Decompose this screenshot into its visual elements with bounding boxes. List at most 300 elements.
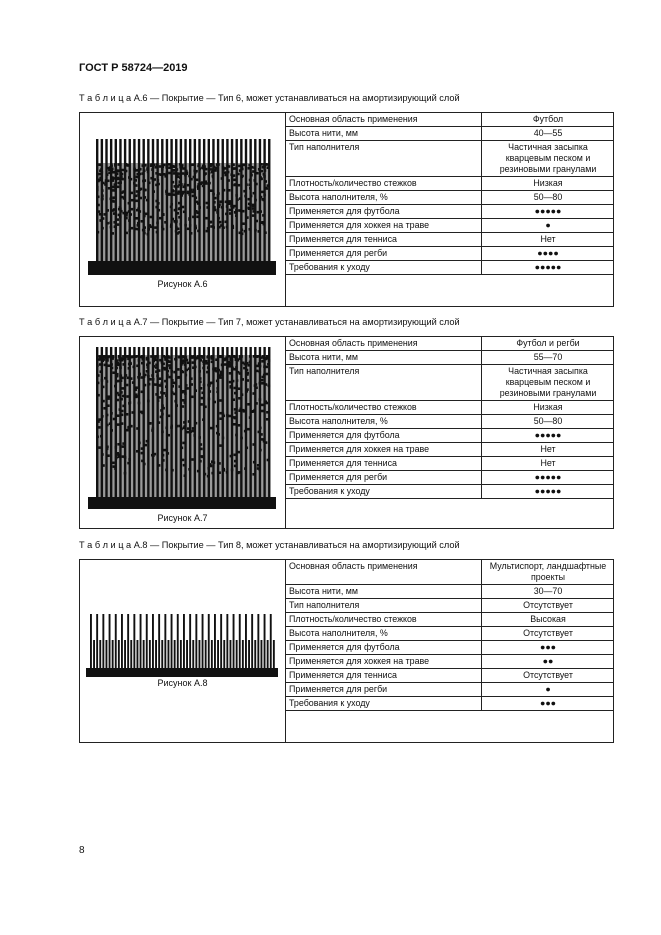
row-value: Отсутствует	[482, 669, 615, 683]
infill-granule	[136, 190, 139, 193]
table-row	[285, 261, 614, 275]
infill-granule	[119, 375, 122, 378]
infill-granule	[165, 174, 168, 177]
table-row	[285, 599, 614, 613]
infill-granule	[254, 179, 257, 182]
infill-granule	[162, 363, 165, 366]
infill-granule	[222, 437, 225, 440]
table-row	[285, 655, 614, 669]
infill-granule	[249, 187, 252, 190]
infill-granule	[224, 221, 227, 224]
infill-granule	[117, 443, 120, 446]
infill-granule	[159, 217, 162, 220]
table-a8	[79, 559, 614, 743]
infill-granule	[175, 163, 178, 166]
infill-granule	[158, 464, 161, 467]
turf-fiber	[254, 640, 256, 668]
infill-granule	[183, 464, 186, 467]
infill-granule	[166, 374, 169, 377]
infill-granule	[261, 410, 264, 413]
infill-granule	[234, 465, 237, 468]
infill-granule	[168, 376, 171, 379]
infill-granule	[123, 355, 126, 358]
infill-granule	[177, 368, 180, 371]
infill-granule	[184, 392, 187, 395]
infill-granule	[226, 226, 229, 229]
infill-granule	[97, 196, 100, 199]
infill-granule	[192, 216, 195, 219]
infill-granule	[183, 211, 186, 214]
row-label: Применяется для тенниса	[285, 233, 482, 247]
infill-granule	[260, 433, 263, 436]
infill-granule	[121, 191, 124, 194]
table-row	[285, 247, 614, 261]
infill-granule	[181, 355, 184, 358]
turf-fiber	[180, 139, 182, 261]
infill-granule	[260, 356, 263, 359]
turf-fiber	[138, 347, 140, 497]
infill-granule	[133, 366, 136, 369]
infill-granule	[218, 226, 221, 229]
infill-granule	[192, 427, 195, 430]
infill-granule	[247, 207, 250, 210]
infill-granule	[155, 166, 158, 169]
infill-granule	[179, 166, 182, 169]
infill-granule	[128, 367, 131, 370]
infill-granule	[160, 416, 163, 419]
infill-granule	[126, 413, 129, 416]
infill-granule	[171, 385, 174, 388]
infill-granule	[263, 194, 266, 197]
infill-granule	[155, 364, 158, 367]
infill-granule	[219, 376, 222, 379]
turf-fiber	[249, 347, 251, 497]
infill-granule	[98, 426, 101, 429]
infill-granule	[189, 164, 192, 167]
table-caption-a8: Т а б л и ц а А.8 — Покрытие — Тип 8, может устанавливаться на амортизирующий слой	[79, 540, 460, 550]
infill-granule	[131, 411, 134, 414]
infill-granule	[136, 217, 139, 220]
infill-granule	[117, 223, 120, 226]
infill-granule	[182, 371, 185, 374]
turf-illustration-type6	[84, 133, 280, 279]
infill-granule	[154, 453, 157, 456]
infill-granule	[246, 362, 249, 365]
infill-granule	[121, 410, 124, 413]
infill-granule	[115, 446, 118, 449]
infill-granule	[138, 359, 141, 362]
turf-fiber	[152, 347, 154, 497]
infill-granule	[242, 222, 245, 225]
infill-granule	[121, 414, 124, 417]
table-caption-a7: Т а б л и ц а А.7 — Покрытие — Тип 7, может устанавливаться на амортизирующий слой	[79, 317, 460, 327]
infill-granule	[259, 210, 262, 213]
infill-granule	[235, 209, 238, 212]
infill-granule	[205, 360, 208, 363]
turf-fiber	[217, 640, 219, 668]
turf-fiber	[212, 139, 214, 261]
table-row	[285, 401, 614, 415]
infill-granule	[152, 427, 155, 430]
turf-fiber	[121, 614, 123, 668]
infill-granule	[137, 376, 140, 379]
infill-granule	[212, 166, 215, 169]
infill-granule	[208, 172, 211, 175]
infill-granule	[182, 442, 185, 445]
backing-layer	[86, 668, 278, 677]
infill-granule	[138, 402, 141, 405]
infill-granule	[187, 191, 190, 194]
infill-granule	[249, 361, 252, 364]
infill-granule	[114, 225, 117, 228]
infill-granule	[260, 221, 263, 224]
infill-granule	[106, 209, 109, 212]
infill-granule	[141, 220, 144, 223]
turf-fiber	[186, 640, 188, 668]
infill-granule	[194, 227, 197, 230]
infill-granule	[192, 366, 195, 369]
infill-granule	[205, 182, 208, 185]
infill-granule	[177, 185, 180, 188]
table-row	[285, 683, 614, 697]
infill-granule	[174, 400, 177, 403]
row-label: Тип наполнителя	[285, 599, 482, 613]
infill-granule	[240, 210, 243, 213]
infill-granule	[131, 199, 134, 202]
infill-granule	[241, 175, 244, 178]
infill-granule	[119, 366, 122, 369]
figure-caption: Рисунок А.8	[157, 678, 208, 688]
turf-fiber	[143, 640, 145, 668]
infill-granule	[165, 385, 168, 388]
infill-granule	[207, 475, 210, 478]
infill-granule	[233, 184, 236, 187]
infill-granule	[97, 204, 100, 207]
infill-granule	[248, 184, 251, 187]
infill-granule	[223, 415, 226, 418]
turf-fiber	[106, 640, 108, 668]
infill-granule	[150, 355, 153, 358]
row-label: Применяется для регби	[285, 471, 482, 485]
infill-granule	[111, 357, 114, 360]
infill-granule	[256, 370, 259, 373]
infill-granule	[199, 381, 202, 384]
infill-granule	[196, 201, 199, 204]
turf-fiber	[115, 139, 117, 261]
infill-granule	[114, 165, 117, 168]
infill-granule	[142, 362, 145, 365]
row-value: 30—70	[482, 585, 615, 599]
infill-granule	[238, 424, 241, 427]
infill-granule	[207, 355, 210, 358]
turf-fiber	[248, 640, 250, 668]
infill-granule	[188, 193, 191, 196]
infill-granule	[186, 387, 189, 390]
infill-granule	[114, 385, 117, 388]
turf-fiber	[270, 614, 272, 668]
infill-granule	[99, 219, 102, 222]
infill-granule	[99, 179, 102, 182]
infill-granule	[210, 189, 213, 192]
infill-granule	[121, 422, 124, 425]
infill-granule	[229, 381, 232, 384]
infill-granule	[256, 172, 259, 175]
turf-fiber	[101, 347, 103, 497]
infill-granule	[193, 434, 196, 437]
infill-granule	[224, 171, 227, 174]
infill-granule	[233, 174, 236, 177]
infill-granule	[266, 373, 269, 376]
infill-granule	[222, 166, 225, 169]
turf-fiber	[143, 347, 145, 497]
infill-granule	[209, 390, 212, 393]
row-label: Плотность/количество стежков	[285, 401, 482, 415]
infill-granule	[156, 222, 159, 225]
row-value: Футбол и регби	[482, 337, 615, 351]
infill-granule	[96, 364, 99, 367]
row-label: Высота нити, мм	[285, 585, 482, 599]
infill-granule	[216, 380, 219, 383]
infill-granule	[122, 445, 125, 448]
infill-granule	[210, 357, 213, 360]
infill-granule	[113, 221, 116, 224]
infill-granule	[158, 209, 161, 212]
infill-granule	[167, 434, 170, 437]
infill-granule	[162, 228, 165, 231]
infill-granule	[178, 231, 181, 234]
infill-granule	[257, 464, 260, 467]
infill-granule	[129, 213, 132, 216]
infill-granule	[172, 193, 175, 196]
infill-granule	[179, 223, 182, 226]
infill-granule	[175, 172, 178, 175]
infill-granule	[144, 196, 147, 199]
infill-granule	[176, 425, 179, 428]
infill-granule	[165, 394, 168, 397]
row-label: Требования к уходу	[285, 485, 482, 499]
infill-granule	[154, 357, 157, 360]
infill-granule	[133, 168, 136, 171]
infill-granule	[107, 404, 110, 407]
infill-granule	[195, 197, 198, 200]
row-value: Футбол	[482, 113, 615, 127]
infill-granule	[257, 365, 260, 368]
infill-granule	[119, 359, 122, 362]
infill-granule	[117, 454, 120, 457]
infill-granule	[247, 403, 250, 406]
infill-granule	[144, 374, 147, 377]
turf-fiber	[130, 640, 132, 668]
infill-granule	[226, 471, 229, 474]
infill-granule	[117, 414, 120, 417]
infill-granule	[116, 375, 119, 378]
infill-granule	[142, 358, 145, 361]
turf-fiber	[240, 139, 242, 261]
infill-granule	[97, 394, 100, 397]
infill-granule	[242, 409, 245, 412]
infill-granule	[171, 189, 174, 192]
infill-granule	[128, 202, 131, 205]
infill-granule	[246, 379, 249, 382]
infill-granule	[249, 179, 252, 182]
infill-granule	[217, 433, 220, 436]
infill-granule	[268, 359, 271, 362]
infill-granule	[261, 191, 264, 194]
infill-granule	[239, 232, 242, 235]
infill-granule	[253, 192, 256, 195]
infill-granule	[146, 168, 149, 171]
infill-granule	[207, 384, 210, 387]
turf-fiber	[119, 139, 121, 261]
infill-granule	[137, 224, 140, 227]
infill-granule	[257, 211, 260, 214]
infill-granule	[97, 231, 100, 234]
infill-granule	[249, 355, 252, 358]
infill-granule	[191, 458, 194, 461]
infill-granule	[234, 411, 237, 414]
infill-granule	[121, 387, 124, 390]
infill-granule	[104, 377, 107, 380]
infill-granule	[153, 164, 156, 167]
infill-granule	[108, 187, 111, 190]
turf-fiber	[99, 640, 101, 668]
infill-granule	[138, 442, 141, 445]
page-number: 8	[79, 845, 85, 856]
infill-granule	[197, 165, 200, 168]
turf-fiber	[115, 614, 117, 668]
infill-granule	[238, 165, 241, 168]
infill-granule	[221, 364, 224, 367]
infill-granule	[250, 172, 253, 175]
infill-granule	[117, 186, 120, 189]
infill-granule	[240, 355, 243, 358]
infill-granule	[258, 468, 261, 471]
infill-granule	[204, 406, 207, 409]
infill-granule	[241, 229, 244, 232]
turf-fiber	[217, 139, 219, 261]
infill-granule	[127, 358, 130, 361]
infill-granule	[259, 398, 262, 401]
infill-granule	[254, 384, 257, 387]
infill-granule	[143, 229, 146, 232]
infill-granule	[131, 227, 134, 230]
infill-granule	[218, 462, 221, 465]
infill-granule	[219, 399, 222, 402]
turf-fiber	[93, 640, 95, 668]
infill-granule	[235, 358, 238, 361]
infill-granule	[216, 425, 219, 428]
infill-granule	[218, 471, 221, 474]
infill-granule	[241, 393, 244, 396]
infill-granule	[165, 469, 168, 472]
infill-granule	[106, 414, 109, 417]
infill-granule	[246, 369, 249, 372]
infill-granule	[243, 367, 246, 370]
infill-granule	[119, 216, 122, 219]
infill-granule	[244, 230, 247, 233]
infill-granule	[216, 163, 219, 166]
infill-granule	[158, 369, 161, 372]
infill-granule	[180, 363, 183, 366]
row-label: Основная область применения	[285, 113, 482, 127]
infill-granule	[162, 407, 165, 410]
infill-granule	[222, 468, 225, 471]
infill-granule	[203, 362, 206, 365]
infill-granule	[150, 164, 153, 167]
infill-granule	[268, 385, 271, 388]
infill-granule	[138, 373, 141, 376]
infill-granule	[136, 176, 139, 179]
infill-granule	[184, 363, 187, 366]
table-row	[285, 127, 614, 141]
infill-granule	[183, 427, 186, 430]
infill-granule	[159, 165, 162, 168]
turf-fiber	[174, 640, 176, 668]
turf-fiber	[195, 614, 197, 668]
infill-granule	[150, 226, 153, 229]
infill-granule	[162, 213, 165, 216]
row-label: Тип наполнителя	[285, 365, 482, 401]
infill-granule	[135, 184, 138, 187]
turf-fiber	[146, 614, 148, 668]
row-label: Плотность/количество стежков	[285, 613, 482, 627]
infill-granule	[228, 361, 231, 364]
infill-granule	[106, 359, 109, 362]
infill-granule	[159, 377, 162, 380]
turf-fiber	[118, 640, 120, 668]
table-row	[285, 191, 614, 205]
infill-granule	[156, 375, 159, 378]
figure-panel	[80, 337, 286, 528]
turf-fiber	[105, 347, 107, 497]
properties-table	[285, 560, 614, 711]
table-row	[285, 177, 614, 191]
row-value: Частичная засыпка кварцевым песком и резиновыми гранулами	[482, 365, 615, 401]
row-value: ●	[482, 683, 615, 697]
infill-granule	[103, 213, 106, 216]
infill-granule	[238, 387, 241, 390]
infill-granule	[195, 170, 198, 173]
infill-granule	[170, 425, 173, 428]
infill-granule	[164, 221, 167, 224]
infill-granule	[230, 205, 233, 208]
infill-granule	[267, 363, 270, 366]
turf-fiber	[226, 139, 228, 261]
infill-granule	[242, 164, 245, 167]
infill-granule	[109, 222, 112, 225]
turf-fiber	[110, 347, 112, 497]
infill-granule	[190, 178, 193, 181]
infill-granule	[173, 371, 176, 374]
infill-granule	[101, 453, 104, 456]
infill-granule	[108, 172, 111, 175]
infill-granule	[225, 213, 228, 216]
infill-granule	[148, 422, 151, 425]
infill-granule	[259, 382, 262, 385]
infill-granule	[190, 189, 193, 192]
infill-granule	[178, 216, 181, 219]
infill-granule	[192, 355, 195, 358]
turf-illustration-type7	[84, 345, 280, 511]
infill-granule	[260, 196, 263, 199]
infill-granule	[262, 214, 265, 217]
document-header: ГОСТ Р 58724—2019	[79, 62, 188, 74]
infill-granule	[233, 205, 236, 208]
row-value: ●●●	[482, 697, 615, 711]
turf-fiber	[268, 347, 270, 497]
infill-granule	[147, 366, 150, 369]
row-label: Основная область применения	[285, 560, 482, 585]
